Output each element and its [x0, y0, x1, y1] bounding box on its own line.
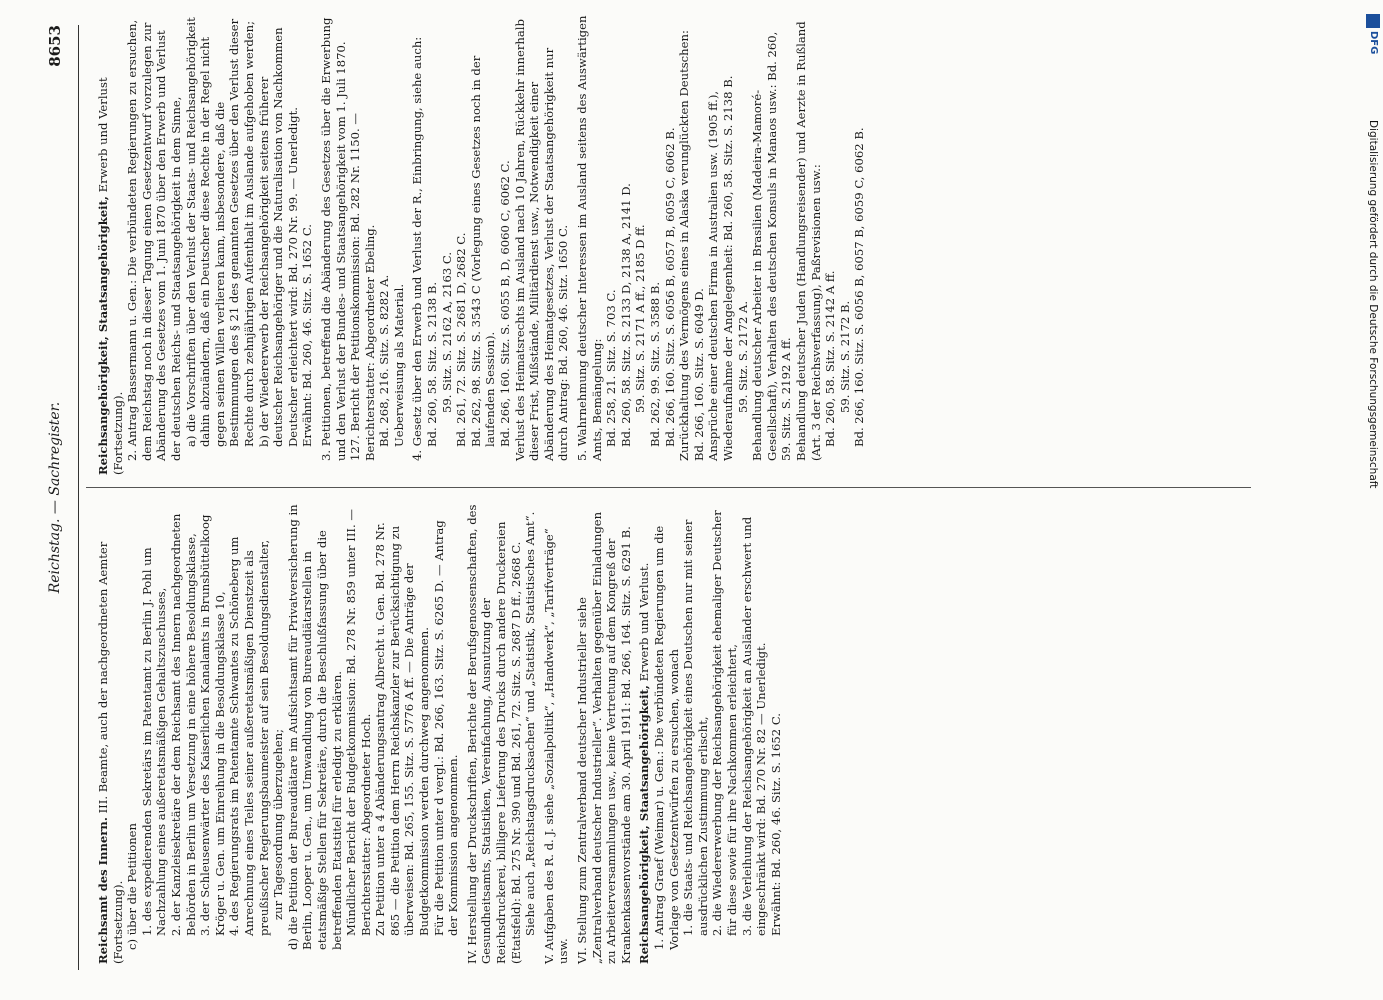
entry-text: 1. die Staats- und Reichsangehörigkeit eines Deutschen nur mit seiner ausdrücklichen Zustimmung erlischt, [681, 519, 710, 936]
entry-text: Bd. 262, 98. Sitz. S. 3543 C (Vorlegung eines Gesetzes noch in der laufenden Session). [468, 55, 498, 447]
running-title: Reichstag. — Sachregister. [47, 401, 63, 594]
index-entry [794, 15, 823, 475]
index-entry [542, 504, 571, 964]
index-entry [454, 15, 469, 475]
entry-text: zur Tagesordnung überzugehen; [271, 728, 286, 920]
entry-text: Erwähnt: Bd. 260, 46. Sitz. S. 1652 C. [768, 713, 783, 936]
right-column [92, 15, 867, 475]
index-entry [513, 15, 571, 475]
index-entry [750, 15, 794, 475]
header-rule [78, 25, 79, 970]
entry-text: Verlust des Heimatsrechts im Ausland nach 10 Jahren, Rückkehr innerhalb dieser Frist, Mißstände, Militärdienst usw., Notwendigkeit einer Abänderung des Heimatgesetzes, Verlust der Staatsangehörigkeit nur durch Antrag: Bd. 260, 46. Sitz. 1650 C. [512, 19, 571, 461]
index-entry [637, 504, 652, 964]
index-entry [736, 15, 751, 475]
entry-text: a) die Vorschriften über den Verlust der Staats- und Reichsangehörigkeit dahin abzuändern, daß ein Deutscher diese Rechte in der Regel nicht gegen seinen Willen verlieren kann, insbesondere, daß die Bestimmungen des § 21 des genannten Gesetzes über den Verlust dieser Rechte durch zehnjährigen Aufenthalt im Auslande aufgehoben werden; [183, 17, 256, 447]
index-entry [227, 504, 271, 964]
entry-text: 4. des Regierungsrats im Patentamte Schwantes zu Schöneberg um Anrechnung eines Teiles seiner außeretatsmäßigen Dienstzeit als preußischer Regierungsbaumeister auf sein Besoldungsdienstalter, [227, 536, 271, 936]
index-entry [710, 504, 739, 964]
entry-text: Behandlung deutscher Juden (Handlungsreisender) und Aerzte in Rußland (Art. 3 der Reichsverfassung), Paßrevisionen usw.: [793, 21, 823, 461]
index-entry [769, 504, 784, 964]
index-entry [469, 15, 498, 475]
index-entry [633, 15, 648, 475]
index-entry [619, 15, 634, 475]
index-entry [300, 15, 315, 475]
entry-text: Erwähnt: Bd. 260, 46. Sitz. S. 1652 C. [300, 224, 315, 447]
index-entry [681, 504, 710, 964]
credit-text: Digitalisierung gefördert durch die Deutsche Forschungsgemeinschaft [1367, 120, 1379, 489]
entry-text: Bd. 268, 216. Sitz. S. 8282 A. [377, 274, 392, 447]
entry-text: Ueberweisung als Material. [391, 283, 406, 447]
entry-text: Bd. 262, 99. Sitz. S. 3588 B. [647, 281, 662, 447]
entry-text: 2. Antrag Bassermann u. Gen.: Die verbündeten Regierungen zu ersuchen, dem Reichstag noch in dieser Tagung einen Gesetzentwurf vorzulegen zur Abänderung des Gesetzes vom 1. Juni 1870 über den Erwerb und Verlust der deutschen Reichs- und Staatsangehörigkeit in dem Sinne, [125, 19, 183, 461]
index-entry [96, 15, 125, 475]
index-entry [575, 15, 604, 475]
entry-text: III. Beamte, auch der nachgeordneten Aemter (Fortsetzung). [96, 541, 125, 964]
entry-text: Behandlung deutscher Arbeiter in Brasilien (Madeira-Mamoré-Gesellschaft), Verhalten des deutschen Konsuls in Manaos usw.: Bd. 260, 59. Sitz. S. 2192 A ff. [750, 31, 794, 461]
index-entry [140, 504, 169, 964]
entry-text: Ansprüche einer deutschen Firma in Australien usw. (1905 ff.), Wiederaufnahme der Angelegenheit: Bd. 260, 58. Sitz. S. 2138 B. [706, 75, 735, 461]
index-entry [440, 15, 455, 475]
entry-text: IV. Herstellung der Druckschriften, Berichte der Berufsgenossenschaften, des Gesundheitsamts, Statistiken, Vereinfachung, Ausnutzung der Reichsdruckerei, billigere Lieferung des Drucks durch andere Druckereien (Etatsfeld): Bd. 275 Nr. 390 und Bd. 261, 72. Sitz. S. 2687 D ff., 2668 C. [464, 504, 523, 964]
entry-text: Bd. 260, 58. Sitz. S. 2133 D, 2138 A, 2141 D. [618, 183, 633, 447]
entry-text: 3. die Verleihung der Reichsangehörigkeit an Ausländer erschwert und eingeschränkt wird: Bd. 270 Nr. 82 — Unerledigt. [739, 516, 769, 936]
index-entry [96, 504, 125, 964]
entry-text: 1. Antrag Graef (Weimar) u. Gen.: Die verbündeten Regierungen um die Vorlage von Gesetzentwürfen zu ersuchen, wonach [651, 525, 681, 950]
entry-text: 59. Sitz. S. 2172 B. [837, 300, 852, 413]
entry-text: Bd. 260, 58. Sitz. S. 2138 B. [425, 281, 440, 447]
entry-text: 59. Sitz. S. 2162 A, 2163 C. [439, 251, 454, 413]
index-entry [604, 15, 619, 475]
index-entry [257, 15, 301, 475]
dfg-logo-mark-icon [1366, 14, 1380, 28]
index-entry [740, 504, 769, 964]
index-entry [125, 504, 140, 964]
index-entry [373, 504, 431, 964]
index-entry [523, 504, 538, 964]
entry-text: Mündlicher Bericht der Budgetkommission: Bd. 278 Nr. 859 unter III. — Berichterstatter: Abgeordneter Hoch. [344, 509, 373, 936]
entry-text: Zu Petition unter a 4 Abänderungsantrag Albrecht u. Gen. Bd. 278 Nr. 865 — die Petition dem Herrn Reichskanzler zur Berücksichtigung zu überweisen: Bd. 265, 155. Sitz. S. 5776 A ff. — Die Anträge der Budgetkommission werden durchweg angenommen. [373, 522, 432, 936]
entry-text: 2. die Wiedererwerbung der Reichsangehörigkeit ehemaliger Deutscher für diese sowie für ihre Nachkommen erleichtert, [710, 510, 739, 936]
page-number: 8653 [46, 25, 64, 67]
index-entry [465, 504, 523, 964]
entry-text: Bd. 261, 72. Sitz. S. 2681 D, 2682 C. [454, 232, 469, 447]
entry-text: Bd. 266, 160. Sitz. S. 6055 B, D, 6060 C, 6062 C. [498, 160, 513, 447]
entry-text: 3. der Schleusenwärter des Kaiserlichen Kanalamts in Brunsbüttelkoog Kröger u. Gen. um Einreihung in die Besoldungsklasse 10, [198, 514, 227, 936]
entry-text: Für die Petition unter d vergl.: Bd. 266, 163. Sitz. S. 6265 D. — Antrag der Kommission angenommen. [431, 520, 461, 936]
entry-text: d) die Petition der Bureaudiätare im Aufsichtsamt für Privatversicherung in Berlin, Looper u. Gen., um Umwandlung von Bureaudiätarstellen in etatsmäßige Stellen für Sekretäre, durch die Beschlußfassung über die betreffenden Etatstitel für erledigt zu erklären. [285, 504, 344, 950]
index-entry [823, 15, 838, 475]
entry-text: Zurückhaltung des Vermögens eines in Alaska verunglückten Deutschen: Bd. 266, 160. Sitz. S. 6049 D. [677, 30, 706, 461]
entry-text: 59. Sitz. S. 2172 A. [735, 300, 750, 413]
index-entry [648, 15, 663, 475]
entry-text: Bd. 266, 160. Sitz. S. 6056 B, 6057 B, 6059 C, 6062 B. [662, 127, 677, 447]
index-entry [319, 15, 377, 475]
index-entry [392, 15, 407, 475]
page-header [40, 25, 70, 970]
entry-text: VI. Stellung zum Zentralverband deutscher Industrieller siehe „Zentralverband deutscher Industrieller“. Verhalten gegenüber Einladungen zu Arbeiterversammlungen usw., keine Vertretung auf dem Kongreß der Krankenkassenvorstände am 30. April 1911: Bd. 266, 164. Sitz. S. 6291 B. [575, 511, 633, 964]
index-entry [663, 15, 678, 475]
dfg-logo [1366, 14, 1380, 104]
entry-text: Erwerb und Verlust (Fortsetzung). [96, 77, 125, 475]
index-entry [198, 504, 227, 964]
dfg-logo-text: DFG [1368, 31, 1379, 55]
index-entry [575, 504, 633, 964]
entry-text: 5. Wahrnehmung deutscher Interessen im Ausland seitens des Auswärtigen Amts, Bemängelung: [575, 15, 604, 461]
index-entry [498, 15, 513, 475]
entry-text: Siehe auch „Reichstagsdrucksachen“ und „Statistik, Statistisches Amt“. [523, 511, 538, 936]
index-entry [425, 15, 440, 475]
index-entry [169, 504, 198, 964]
index-entry [838, 15, 853, 475]
entry-text: 59. Sitz. S. 2171 A ff., 2185 D ff. [633, 224, 648, 413]
entry-keyword: Reichsangehörigkeit, Staatsangehörigkeit, [96, 196, 110, 475]
entry-text: Erwerb und Verlust. [637, 562, 652, 682]
index-entry [652, 504, 681, 964]
entry-keyword: Reichsangehörigkeit, Staatsangehörigkeit, [637, 685, 652, 964]
index-entry [706, 15, 735, 475]
index-entry [344, 504, 373, 964]
index-entry [377, 15, 392, 475]
entry-text: b) der Wiedererwerb der Reichsangehörigkeit seitens früherer deutscher Reichsangehöriger und die Naturalisation von Nachkommen Deutscher erleichtert wird: Bd. 270 Nr. 99. — Unerledigt. [256, 27, 300, 447]
index-entry [410, 15, 425, 475]
index-entry [271, 504, 286, 964]
index-entry [184, 15, 257, 475]
entry-text: 4. Gesetz über den Erwerb und Verlust der R., Einbringung, siehe auch: [410, 36, 425, 461]
entry-text: Bd. 260, 58. Sitz. S. 2142 A ff. [823, 270, 838, 447]
left-column [92, 504, 783, 964]
entry-text: 3. Petitionen, betreffend die Abänderung des Gesetzes über die Erwerbung und den Verlust der Bundes- und Staatsangehörigkeit vom 1. Juli 1870. 127. Bericht der Petitionskommission: Bd. 282 Nr. 1150. — Berichterstatter: Abgeordneter Ebeling. [318, 17, 377, 461]
digitization-credit [1363, 0, 1383, 1000]
entry-text: 2. der Kanzleisekretäre der dem Reichsamt des Innern nachgeordneten Behörden in Berlin um Versetzung in eine höhere Besoldungsklasse, [168, 513, 198, 936]
column-divider [86, 487, 1251, 488]
index-entry [677, 15, 706, 475]
index-entry [852, 15, 867, 475]
entry-keyword: Reichsamt des Innern. [96, 817, 110, 964]
index-entry [125, 15, 183, 475]
index-entry [432, 504, 461, 964]
entry-text: 1. des expedierenden Sekretärs im Patentamt zu Berlin J. Pohl um Nachzahlung eines außeretatsmäßigen Gehaltszuschusses, [139, 547, 169, 936]
entry-text: c) über die Petitionen [125, 822, 140, 950]
entry-text: Bd. 258, 21. Sitz. S. 703 C. [604, 289, 619, 447]
entry-text: Bd. 266, 160. Sitz. S. 6056 B, 6057 B, 6059 C, 6062 B. [852, 127, 867, 447]
index-entry [286, 504, 344, 964]
entry-text: V. Aufgaben des R. d. J. siehe „Sozialpolitik“, „Handwerk“, „Tarifverträge“ usw. [541, 528, 571, 964]
